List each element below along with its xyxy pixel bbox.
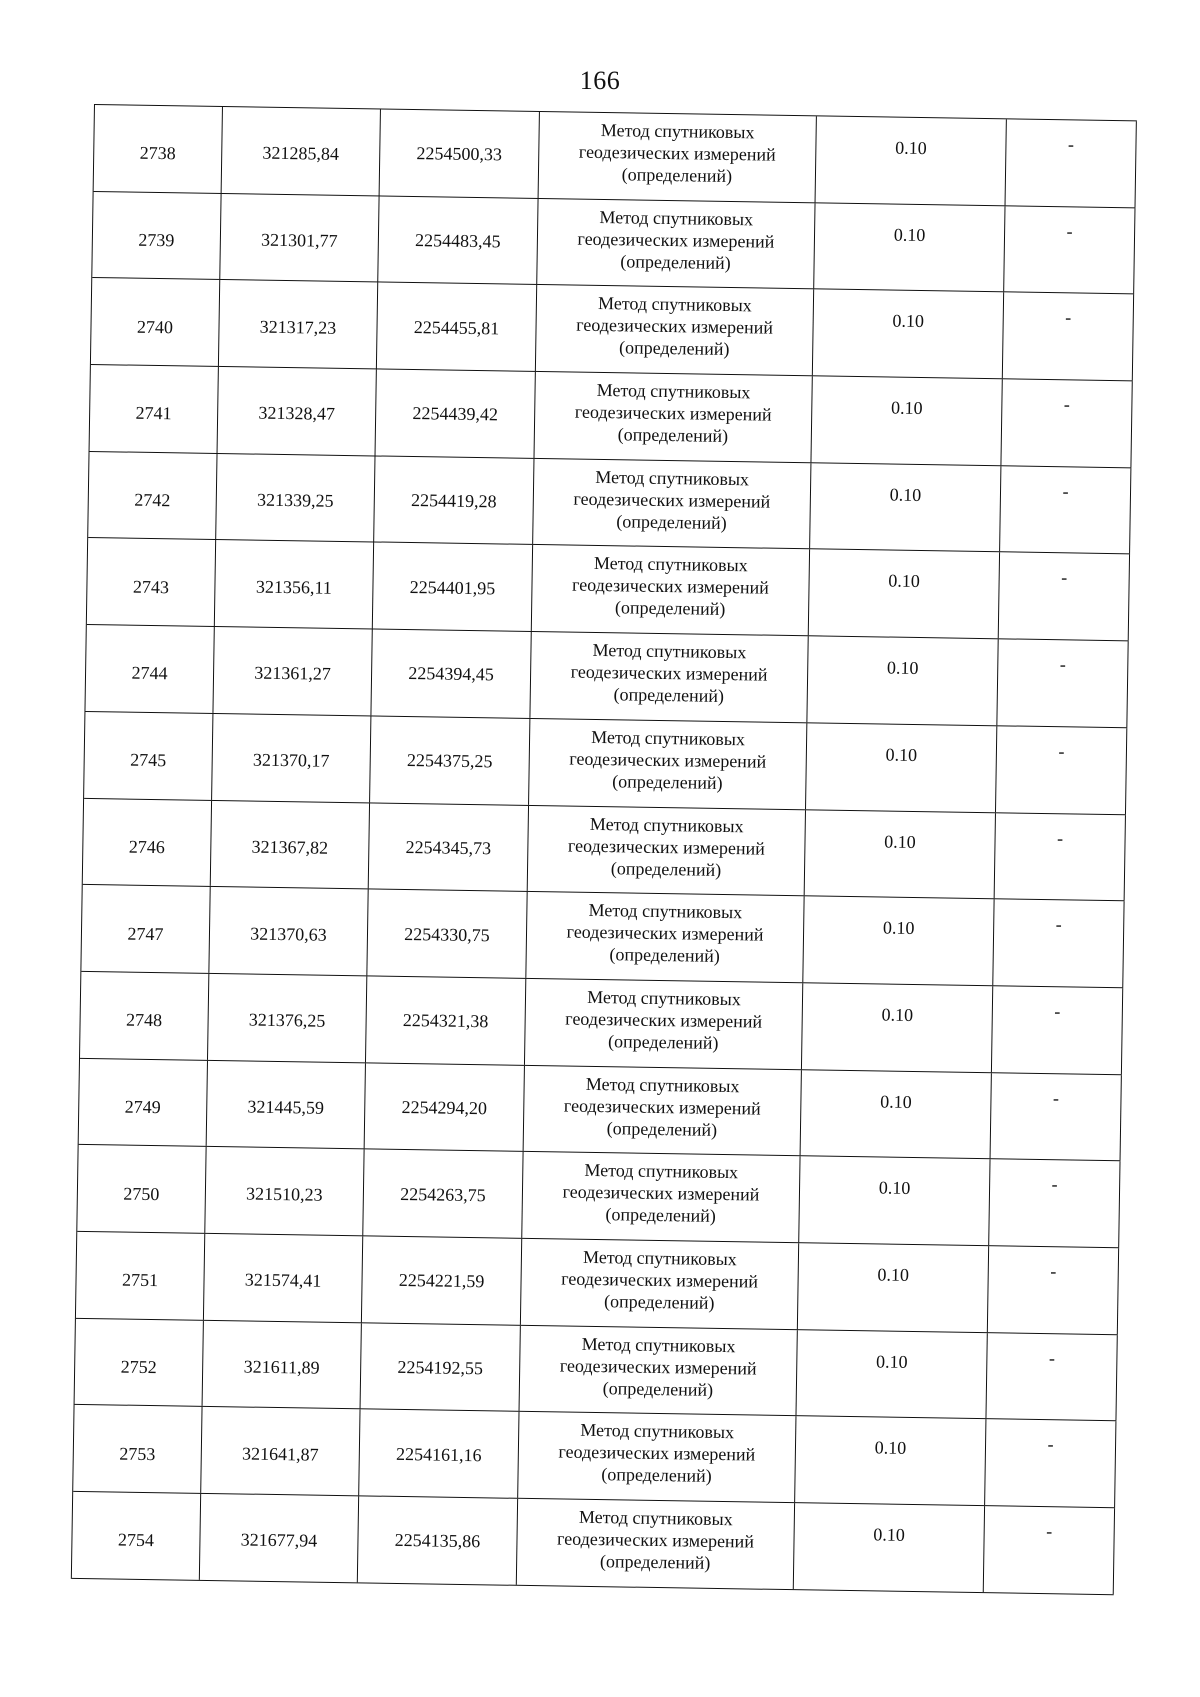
note-cell: - [995, 813, 1126, 901]
method-cell [520, 1325, 798, 1415]
accuracy-cell: 0.10 [798, 1243, 989, 1332]
method-text-line: геодезических измерений [563, 1095, 761, 1119]
method-cell [539, 112, 817, 202]
table-row [94, 105, 1137, 208]
point-number-cell: 2744 [85, 625, 214, 713]
point-number-cell: 2743 [87, 538, 216, 626]
method-text-line: Метод спутниковых [592, 640, 747, 663]
accuracy-cell: 0.10 [810, 463, 1001, 552]
table-row [90, 365, 1133, 468]
point-number-cell: 2740 [91, 278, 220, 366]
coordinate-x-cell: 321361,27 [213, 627, 372, 715]
method-text-line: Метод спутниковых [587, 986, 742, 1010]
method-text-line: (определений) [618, 337, 730, 360]
note-cell: - [989, 1159, 1120, 1247]
method-text-line: геодезических измерений [556, 1528, 755, 1552]
method-text-line: (определений) [609, 944, 721, 967]
table-row [87, 538, 1130, 641]
point-number-cell: 2741 [90, 365, 219, 453]
method-text-line: (определений) [614, 597, 726, 620]
accuracy-cell: 0.10 [802, 983, 993, 1072]
point-number-cell: 2745 [84, 712, 213, 800]
method-text-line: Метод спутниковых [581, 1333, 736, 1356]
coordinate-x-cell: 321370,63 [209, 887, 368, 975]
coordinate-x-cell: 321356,11 [215, 540, 374, 628]
method-text-line: геодезических измерений [573, 488, 771, 512]
note-cell: - [986, 1333, 1117, 1421]
note-cell: - [991, 1073, 1122, 1161]
note-cell: - [1004, 206, 1135, 294]
method-cell [522, 1152, 800, 1242]
method-text-line: геодезических измерений [570, 661, 768, 685]
accuracy-cell: 0.10 [813, 290, 1004, 379]
point-number-cell: 2752 [75, 1318, 204, 1406]
note-cell: - [985, 1419, 1116, 1507]
method-text-line: Метод спутниковых [595, 466, 750, 490]
method-cell [537, 199, 815, 289]
method-text-line: геодезических измерений [559, 1355, 757, 1379]
coordinate-y-cell: 2254455,81 [377, 283, 537, 371]
method-text-line: (определений) [612, 771, 723, 793]
method-text-line: геодезических измерений [574, 401, 772, 425]
note-cell: - [1001, 379, 1132, 467]
coordinate-y-cell: 2254439,42 [376, 370, 536, 458]
accuracy-cell: 0.10 [796, 1330, 987, 1419]
method-text-line: геодезических измерений [562, 1181, 760, 1205]
accuracy-cell: 0.10 [799, 1156, 990, 1245]
coordinate-y-cell: 2254330,75 [367, 890, 527, 978]
accuracy-cell: 0.10 [803, 896, 994, 985]
note-cell: - [1000, 466, 1131, 554]
note-cell: - [1006, 119, 1137, 207]
table-row [91, 278, 1134, 381]
method-text-line: (определений) [599, 1551, 711, 1573]
coordinate-x-cell: 321301,77 [220, 194, 379, 282]
method-cell [517, 1499, 795, 1589]
method-text-line: (определений) [610, 857, 722, 880]
method-text-line: Метод спутниковых [588, 900, 743, 923]
accuracy-cell: 0.10 [811, 376, 1002, 465]
method-text-line: геодезических измерений [561, 1268, 759, 1292]
method-text-line: (определений) [602, 1377, 714, 1400]
table-row [79, 1058, 1122, 1161]
accuracy-cell: 0.10 [807, 636, 998, 725]
coordinate-y-cell: 2254401,95 [373, 543, 533, 631]
accuracy-cell: 0.10 [816, 116, 1007, 205]
method-text-line: геодезических измерений [577, 228, 775, 252]
point-number-cell: 2747 [81, 885, 210, 973]
coordinate-y-cell: 2254394,45 [371, 630, 531, 718]
method-text-line: Метод спутниковых [578, 1506, 733, 1530]
method-cell [532, 545, 810, 635]
table-row [75, 1318, 1118, 1421]
coordinate-x-cell: 321510,23 [205, 1147, 364, 1235]
method-text-line: геодезических измерений [571, 575, 770, 599]
method-text-line: геодезических измерений [576, 314, 774, 339]
note-cell: - [992, 986, 1123, 1074]
table-row [84, 712, 1127, 815]
coordinate-y-cell: 2254483,45 [378, 196, 538, 284]
method-text-line: Метод спутниковых [582, 1246, 737, 1270]
method-text-line: (определений) [617, 424, 729, 447]
point-number-cell: 2739 [92, 192, 221, 280]
coordinate-y-cell: 2254321,38 [366, 976, 526, 1064]
coordinate-y-cell: 2254345,73 [369, 803, 529, 891]
coordinate-x-cell: 321376,25 [208, 974, 367, 1062]
method-text-line: Метод спутниковых [597, 293, 752, 316]
point-number-cell: 2738 [94, 105, 223, 193]
coordinate-x-cell: 321611,89 [203, 1321, 362, 1409]
coordinate-x-cell: 321367,82 [211, 800, 370, 888]
method-text-line: геодезических измерений [565, 1008, 763, 1032]
method-text-line: Метод спутниковых [599, 206, 754, 230]
coordinate-y-cell: 2254135,86 [358, 1496, 518, 1584]
coordinate-x-cell: 321339,25 [216, 454, 375, 542]
method-cell [521, 1239, 799, 1329]
table-row [85, 625, 1128, 728]
method-text-line: Метод спутниковых [580, 1420, 735, 1443]
accuracy-cell: 0.10 [814, 203, 1005, 292]
point-number-cell: 2753 [73, 1405, 202, 1493]
coordinate-y-cell: 2254221,59 [362, 1236, 522, 1324]
method-text-line: Метод спутниковых [600, 119, 755, 143]
coordinate-x-cell: 321317,23 [219, 280, 378, 368]
point-number-cell: 2748 [80, 972, 209, 1060]
point-number-cell: 2749 [79, 1058, 208, 1146]
coordinate-x-cell: 321328,47 [218, 367, 377, 455]
note-cell: - [997, 639, 1128, 727]
method-text-line: геодезических измерений [578, 141, 776, 165]
table-row [81, 885, 1124, 988]
method-text-line: Метод спутниковых [593, 553, 748, 576]
method-cell [533, 459, 811, 549]
coordinate-y-cell: 2254161,16 [359, 1410, 519, 1498]
method-text-line: Метод спутниковых [596, 379, 751, 403]
table-row [73, 1405, 1116, 1508]
method-text-line: Метод спутниковых [589, 813, 744, 836]
coordinate-y-cell: 2254192,55 [361, 1323, 521, 1411]
method-text-line: (определений) [616, 511, 727, 533]
note-cell: - [988, 1246, 1119, 1334]
table-row [92, 192, 1135, 295]
method-text-line: (определений) [603, 1291, 715, 1313]
method-cell [529, 719, 807, 809]
accuracy-cell: 0.10 [795, 1417, 986, 1506]
method-text-line: (определений) [621, 164, 733, 187]
note-cell: - [996, 726, 1127, 814]
table-row [80, 972, 1123, 1075]
coordinate-x-cell: 321641,87 [201, 1407, 360, 1495]
note-cell: - [999, 553, 1130, 641]
coordinate-x-cell: 321445,59 [207, 1060, 366, 1148]
point-number-cell: 2750 [77, 1145, 206, 1233]
method-cell [525, 979, 803, 1069]
coordinate-x-cell: 321574,41 [204, 1234, 363, 1322]
accuracy-cell: 0.10 [809, 550, 1000, 639]
accuracy-cell: 0.10 [794, 1503, 985, 1592]
note-cell: - [1003, 293, 1134, 381]
accuracy-cell: 0.10 [805, 810, 996, 899]
table-row [83, 798, 1126, 901]
coordinate-x-cell: 321677,94 [200, 1494, 359, 1582]
page-number: 166 [579, 66, 621, 95]
method-text-line: (определений) [613, 684, 725, 707]
table-row [77, 1145, 1120, 1248]
method-text-line: (определений) [606, 1117, 718, 1140]
method-cell [528, 805, 806, 895]
method-text-line: геодезических измерений [566, 921, 764, 945]
point-number-cell: 2742 [88, 452, 217, 540]
method-text-line: Метод спутниковых [591, 726, 746, 750]
method-text-line: (определений) [620, 250, 731, 273]
coordinate-y-cell: 2254263,75 [363, 1150, 523, 1238]
method-cell [530, 632, 808, 722]
method-text-line: геодезических измерений [558, 1441, 756, 1465]
method-text-line: (определений) [601, 1464, 712, 1487]
method-text-line: (определений) [607, 1031, 719, 1053]
method-text-line: геодезических измерений [567, 835, 765, 859]
method-text-line: (определений) [605, 1204, 716, 1227]
accuracy-cell: 0.10 [806, 723, 997, 812]
point-number-cell: 2754 [72, 1492, 201, 1580]
method-cell [524, 1065, 802, 1155]
table-row [88, 452, 1131, 555]
coordinate-y-cell: 2254375,25 [370, 716, 530, 804]
method-cell [526, 892, 804, 982]
coordinate-x-cell: 321370,17 [212, 714, 371, 802]
point-number-cell: 2746 [83, 798, 212, 886]
method-cell [534, 372, 812, 462]
method-cell [518, 1412, 796, 1502]
method-text-line: Метод спутниковых [585, 1073, 740, 1096]
note-cell: - [993, 899, 1124, 987]
point-number-cell: 2751 [76, 1232, 205, 1320]
note-cell: - [984, 1506, 1115, 1594]
coordinate-y-cell: 2254419,28 [374, 456, 534, 544]
coordinate-y-cell: 2254500,33 [380, 110, 540, 198]
table-row [72, 1492, 1115, 1595]
table-row [76, 1232, 1119, 1335]
method-text-line: Метод спутниковых [584, 1160, 739, 1183]
method-cell [536, 285, 814, 375]
coordinate-y-cell: 2254294,20 [365, 1063, 525, 1151]
accuracy-cell: 0.10 [801, 1070, 992, 1159]
coordinates-table [71, 104, 1137, 1595]
method-text-line: геодезических измерений [569, 748, 767, 772]
coordinate-x-cell: 321285,84 [222, 107, 381, 195]
